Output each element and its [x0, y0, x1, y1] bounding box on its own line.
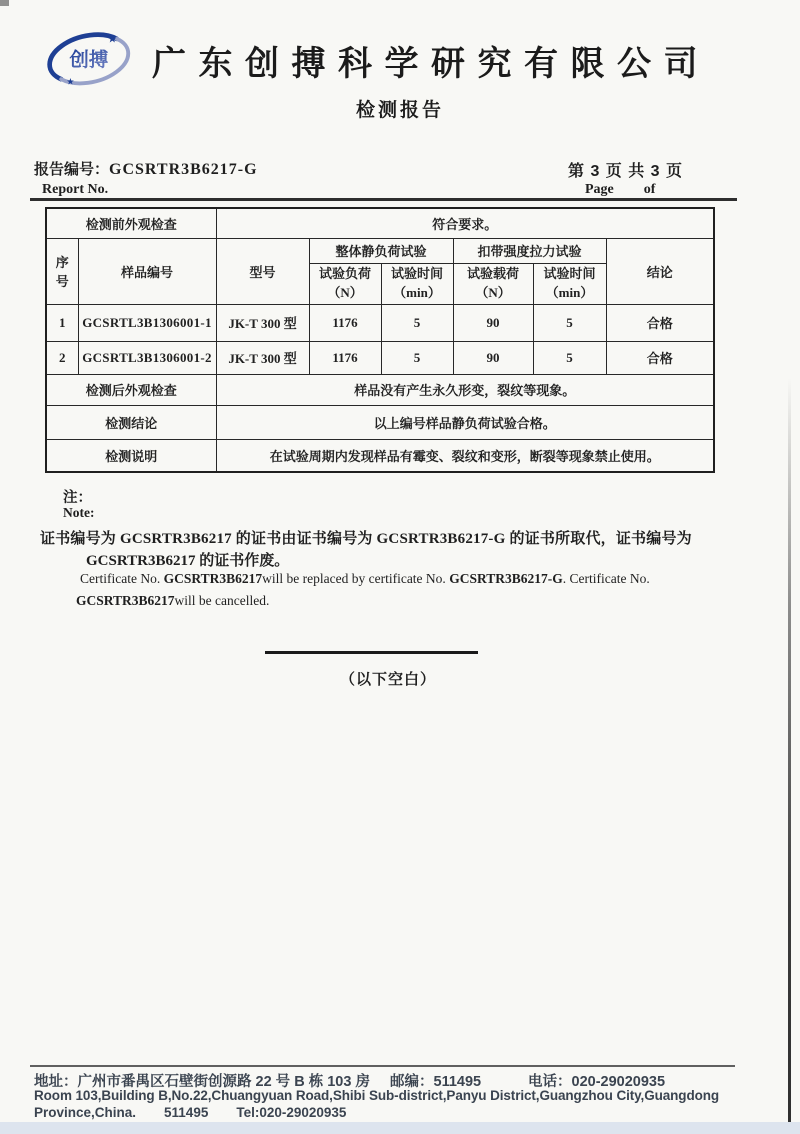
- report-number-value: GCSRTR3B6217-G: [109, 161, 258, 178]
- footer-tel-zh: 电话：020-29020935: [528, 1074, 666, 1090]
- page-info: 第 3 页 共 3 页: [568, 163, 684, 180]
- table-row: [46, 341, 714, 374]
- note-label-zh: 注：: [63, 490, 92, 506]
- company-logo: [46, 28, 138, 90]
- scan-edge-artifact: [788, 378, 791, 1134]
- cell-test-load: 1176: [309, 341, 381, 374]
- cell-seq: 1: [46, 304, 78, 341]
- subheader-strap-time: 试验时间 （min）: [533, 263, 606, 304]
- footer-address-en-2: Province,China. 511495 Tel:020-29020935: [34, 1105, 347, 1120]
- post-check-label: 检测后外观检查: [46, 374, 216, 405]
- col-model-header: 型号: [216, 238, 309, 304]
- footer-address-zh: 地址：广州市番禺区石壁街创源路 22 号 B 栋 103 房: [34, 1074, 370, 1090]
- footer-divider: [30, 1065, 735, 1067]
- footer-postcode-zh: 邮编：511495: [390, 1074, 482, 1090]
- note-line-zh-1: 证书编号为 GCSRTR3B6217 的证书由证书编号为 GCSRTR3B6217-G 的证书所取代，证书编号为: [40, 531, 692, 547]
- remark-value: 在试验周期内发现样品有霉变、裂纹和变形，断裂等现象禁止使用。: [216, 439, 714, 472]
- cell-model: JK-T 300 型: [216, 341, 309, 374]
- pre-check-label: 检测前外观检查: [46, 208, 216, 238]
- scan-corner-artifact: [0, 0, 9, 6]
- logo-text: 创搏: [69, 50, 109, 72]
- cell-strap-time: 5: [533, 304, 606, 341]
- subheader-strap-load: 试验载荷 （N）: [453, 263, 533, 304]
- note-line-en-1: Certificate No. GCSRTR3B6217will be replaced by certificate No. GCSRTR3B6217-G. Certificate No.: [80, 571, 650, 586]
- star-icon: ★: [66, 76, 75, 87]
- table-row: [46, 208, 714, 238]
- conclusion-label: 检测结论: [46, 405, 216, 439]
- cell-test-load: 1176: [309, 304, 381, 341]
- col-conclusion-header: 结论: [606, 238, 714, 304]
- note-line-zh-2: GCSRTR3B6217 的证书作废。: [86, 553, 290, 569]
- table-row: [46, 304, 714, 341]
- remark-label: 检测说明: [46, 439, 216, 472]
- cell-sample-no: GCSRTL3B1306001-2: [78, 341, 216, 374]
- conclusion-value: 以上编号样品静负荷试验合格。: [216, 405, 714, 439]
- pre-check-value: 符合要求。: [216, 208, 714, 238]
- cell-test-time: 5: [381, 304, 453, 341]
- post-check-value: 样品没有产生永久形变，裂纹等现象。: [216, 374, 714, 405]
- report-number-line: [34, 158, 258, 179]
- note-label-en: Note:: [63, 505, 95, 520]
- scan-bottom-strip: [0, 1122, 800, 1134]
- footer-line-zh: [0, 1070, 800, 1088]
- cell-test-time: 5: [381, 341, 453, 374]
- report-number-label: 报告编号：: [34, 161, 110, 178]
- page-info-en: [585, 182, 655, 198]
- col-sample-header: 样品编号: [78, 238, 216, 304]
- table-row: [46, 439, 714, 472]
- document-title: 检测报告: [355, 100, 444, 121]
- cell-strap-time: 5: [533, 341, 606, 374]
- footer: [0, 1070, 800, 1120]
- cell-sample-no: GCSRTL3B1306001-1: [78, 304, 216, 341]
- page-label-en: Page: [585, 182, 614, 197]
- section-divider: [265, 651, 478, 654]
- company-name: 广东创搏科学研究有限公司: [152, 45, 710, 83]
- footer-address-en-1: Room 103,Building B,No.22,Chuangyuan Road,Shibi Sub-district,Panyu District,Guangzhou City,Guangdong: [34, 1088, 720, 1103]
- subheader-test-load: 试验负荷 （N）: [309, 263, 381, 304]
- star-icon: ★: [107, 33, 118, 46]
- strap-pull-group-header: 扣带强度拉力试验: [453, 238, 606, 263]
- table-header-row: [46, 238, 714, 263]
- of-label-en: of: [643, 182, 656, 197]
- table-row: [46, 405, 714, 439]
- cell-conclusion: 合格: [606, 341, 714, 374]
- cell-seq: 2: [46, 341, 78, 374]
- table-row: [46, 374, 714, 405]
- blank-below-note: （以下空白）: [340, 672, 437, 688]
- col-seq-header: 序 号: [46, 238, 78, 304]
- report-number-label-en: Report No.: [42, 182, 109, 197]
- static-load-group-header: 整体静负荷试验: [309, 238, 453, 263]
- subheader-test-time: 试验时间 （min）: [381, 263, 453, 304]
- header-divider: [30, 198, 737, 201]
- cell-strap-load: 90: [453, 304, 533, 341]
- note-line-en-2: GCSRTR3B6217will be cancelled.: [76, 593, 270, 608]
- cell-conclusion: 合格: [606, 304, 714, 341]
- test-results-table: [45, 207, 715, 473]
- cell-model: JK-T 300 型: [216, 304, 309, 341]
- cell-strap-load: 90: [453, 341, 533, 374]
